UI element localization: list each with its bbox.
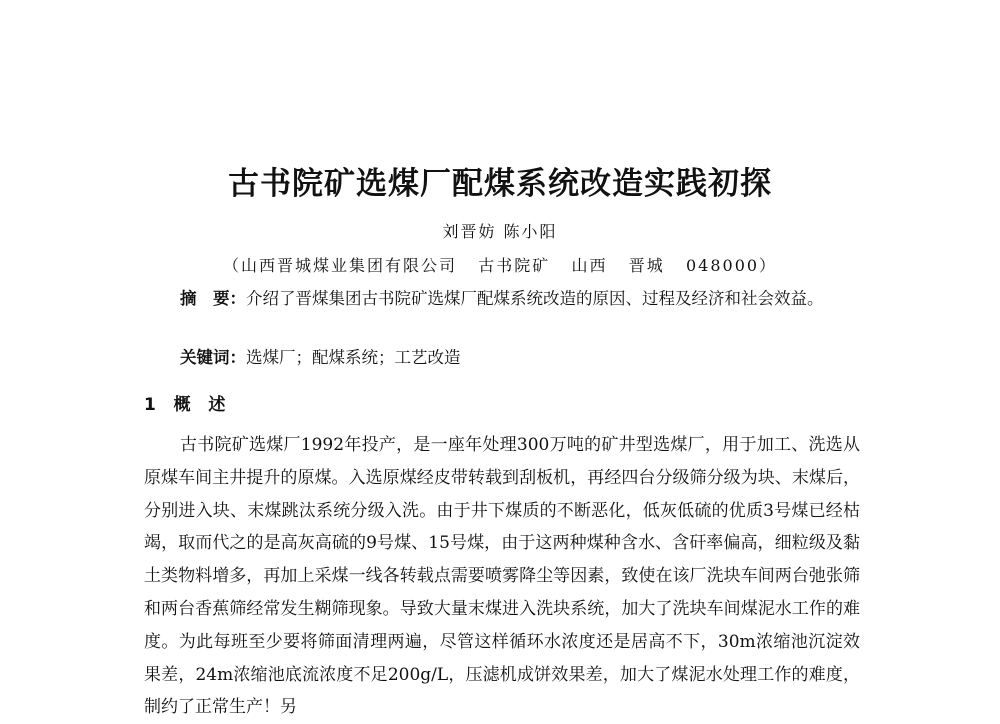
keywords-text: 选煤厂；配煤系统；工艺改造 — [246, 348, 461, 367]
section-heading: 1 概 述 — [144, 395, 226, 415]
keywords-label: 关键词： — [180, 348, 246, 367]
paper-authors: 刘晋妨 陈小阳 — [442, 222, 558, 241]
abstract-label: 摘 要： — [180, 289, 246, 308]
paper-affiliation: （山西晋城煤业集团有限公司 古书院矿 山西 晋城 048000） — [222, 256, 778, 275]
abstract-text: 介绍了晋煤集团古书院矿选煤厂配煤系统改造的原因、过程及经济和社会效益。 — [246, 289, 824, 308]
paper-title: 古书院矿选煤厂配煤系统改造实践初探 — [228, 166, 772, 202]
abstract — [144, 283, 860, 315]
body-paragraph: 古书院矿选煤厂1992年投产，是一座年处理300万吨的矿井型选煤厂，用于加工、洗选从原煤车间主井提升的原煤。入选原煤经皮带转载到刮板机，再经四台分级筛分级为块、末煤后，分别进入块、末煤跳汰系统分级入洗。由于井下煤质的不断恶化，低灰低硫的优质3号煤已经枯竭，取而代之的是高灰高硫的9号煤、15号煤，由于这两种煤种含水、含矸率偏高，细粒级及黏土类物料增多，再加上采煤一线各转载点需要喷雾降尘等因素，致使在该厂洗块车间两台弛张筛和两台香蕉筛经常发生糊筛现象。导致大量末煤进入洗块系统，加大了洗块车间煤泥水工作的难度。为此每班至少要将筛面清理两遍，尽管这样循环水浓度还是居高不下，30m浓缩池沉淀效果差，24m浓缩池底流浓度不足200g/L，压滤机成饼效果差，加大了煤泥水处理工作的难度，制约了正常生产！另 — [144, 435, 860, 718]
keywords — [180, 344, 461, 368]
